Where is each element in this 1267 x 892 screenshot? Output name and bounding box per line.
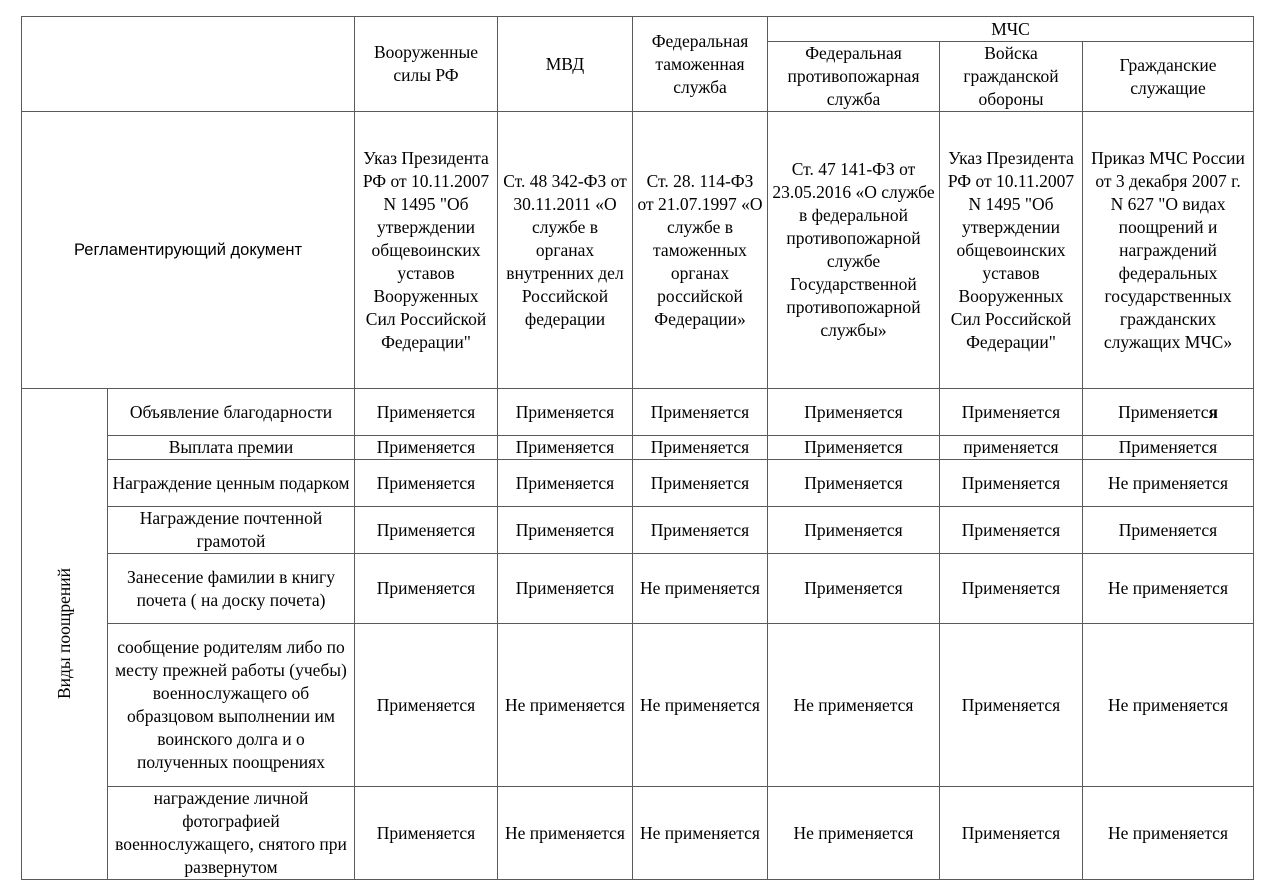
reward-value: Применяется xyxy=(498,436,633,460)
reward-value: Не применяется xyxy=(1083,787,1254,880)
document-cell: Указ Президента РФ от 10.11.2007 N 1495 "Об утверждении общевоинских уставов Вооруженных Сил Российской Федерации" xyxy=(940,112,1083,389)
table-row xyxy=(22,554,1254,624)
reward-value: Применяется xyxy=(768,507,940,554)
rewards-group-text: Виды поощрений xyxy=(54,568,74,700)
header-col-civil-defense: Войска гражданской обороны xyxy=(940,42,1083,112)
reward-value: Применяется xyxy=(940,507,1083,554)
document-cell: Ст. 47 141-ФЗ от 23.05.2016 «О службе в федеральной противопожарной службе Государственной противопожарной службы» xyxy=(768,112,940,389)
documents-label: Регламентирующий документ xyxy=(22,112,355,389)
reward-value: Применяется xyxy=(355,787,498,880)
header-col-mvd: МВД xyxy=(498,17,633,112)
header-row xyxy=(22,17,1254,42)
reward-value: Применяется xyxy=(940,554,1083,624)
header-col-customs: Федеральная таможенная служба xyxy=(633,17,768,112)
reward-value: Не применяется xyxy=(633,787,768,880)
reward-value: Не применяется xyxy=(768,787,940,880)
reward-value: применяется xyxy=(940,436,1083,460)
document-cell: Ст. 28. 114-ФЗ от 21.07.1997 «О службе в таможенных органах российской Федерации» xyxy=(633,112,768,389)
table-row xyxy=(22,436,1254,460)
reward-value: Применяется xyxy=(940,389,1083,436)
reward-label: Награждение почтенной грамотой xyxy=(108,507,355,554)
reward-value xyxy=(1083,389,1254,436)
reward-value: Применяется xyxy=(355,624,498,787)
reward-label: Выплата премии xyxy=(108,436,355,460)
reward-value: Не применяется xyxy=(1083,554,1254,624)
document-cell: Указ Президента РФ от 10.11.2007 N 1495 "Об утверждении общевоинских уставов Вооруженных Сил Российской Федерации" xyxy=(355,112,498,389)
reward-label: награждение личной фотографией военнослужащего, снятого при развернутом xyxy=(108,787,355,880)
reward-value: Применяется xyxy=(940,624,1083,787)
reward-value: Применяется xyxy=(1083,507,1254,554)
reward-value: Применяется xyxy=(768,436,940,460)
reward-value: Применяется xyxy=(633,436,768,460)
reward-value: Применяется xyxy=(355,389,498,436)
table-row xyxy=(22,507,1254,554)
reward-label: Награждение ценным подарком xyxy=(108,460,355,507)
reward-value: Применяется xyxy=(498,507,633,554)
reward-value: Применяется xyxy=(355,460,498,507)
documents-row xyxy=(22,112,1254,389)
reward-value: Применяется xyxy=(355,436,498,460)
reward-value: Применяется xyxy=(768,389,940,436)
reward-value: Применяется xyxy=(355,554,498,624)
table-row xyxy=(22,624,1254,787)
table-row xyxy=(22,787,1254,880)
reward-value: Применяется xyxy=(498,554,633,624)
reward-value: Не применяется xyxy=(633,554,768,624)
comparison-table xyxy=(21,16,1254,880)
header-corner xyxy=(22,17,355,112)
reward-value: Не применяется xyxy=(498,787,633,880)
reward-value: Применяется xyxy=(498,460,633,507)
reward-value: Применяется xyxy=(498,389,633,436)
document-cell: Приказ МЧС России от 3 декабря 2007 г. N 627 "О видах поощрений и награждений федеральных государственных гражданских служащих МЧС» xyxy=(1083,112,1254,389)
reward-value: Применяется xyxy=(1083,436,1254,460)
reward-label: Объявление благодарности xyxy=(108,389,355,436)
reward-value: Применяется xyxy=(940,787,1083,880)
reward-value: Не применяется xyxy=(498,624,633,787)
rewards-group-label xyxy=(22,389,108,880)
header-col-fire-service: Федеральная противопожарная служба xyxy=(768,42,940,112)
reward-value: Применяется xyxy=(768,554,940,624)
document-cell: Ст. 48 342-ФЗ от 30.11.2011 «О службе в органах внутренних дел Российской федерации xyxy=(498,112,633,389)
reward-value: Применяется xyxy=(768,460,940,507)
reward-value: Не применяется xyxy=(1083,624,1254,787)
reward-value-bold-suffix: я xyxy=(1208,401,1218,422)
reward-value: Не применяется xyxy=(768,624,940,787)
reward-value: Не применяется xyxy=(633,624,768,787)
reward-value: Применяется xyxy=(633,389,768,436)
reward-value: Применяется xyxy=(355,507,498,554)
header-col-armed-forces: Вооруженные силы РФ xyxy=(355,17,498,112)
reward-label: сообщение родителям либо по месту прежней работы (учебы) военнослужащего об образцовом выполнении им воинского долга и о полученных поощрениях xyxy=(108,624,355,787)
reward-value: Применяется xyxy=(633,460,768,507)
table-row xyxy=(22,389,1254,436)
header-group-mchs: МЧС xyxy=(768,17,1254,42)
reward-value: Применяется xyxy=(633,507,768,554)
reward-label: Занесение фамилии в книгу почета ( на доску почета) xyxy=(108,554,355,624)
table-row xyxy=(22,460,1254,507)
reward-value: Не применяется xyxy=(1083,460,1254,507)
reward-value: Применяется xyxy=(940,460,1083,507)
reward-value-text: Применяетс xyxy=(1118,401,1209,422)
header-col-civil-servants: Гражданские служащие xyxy=(1083,42,1254,112)
